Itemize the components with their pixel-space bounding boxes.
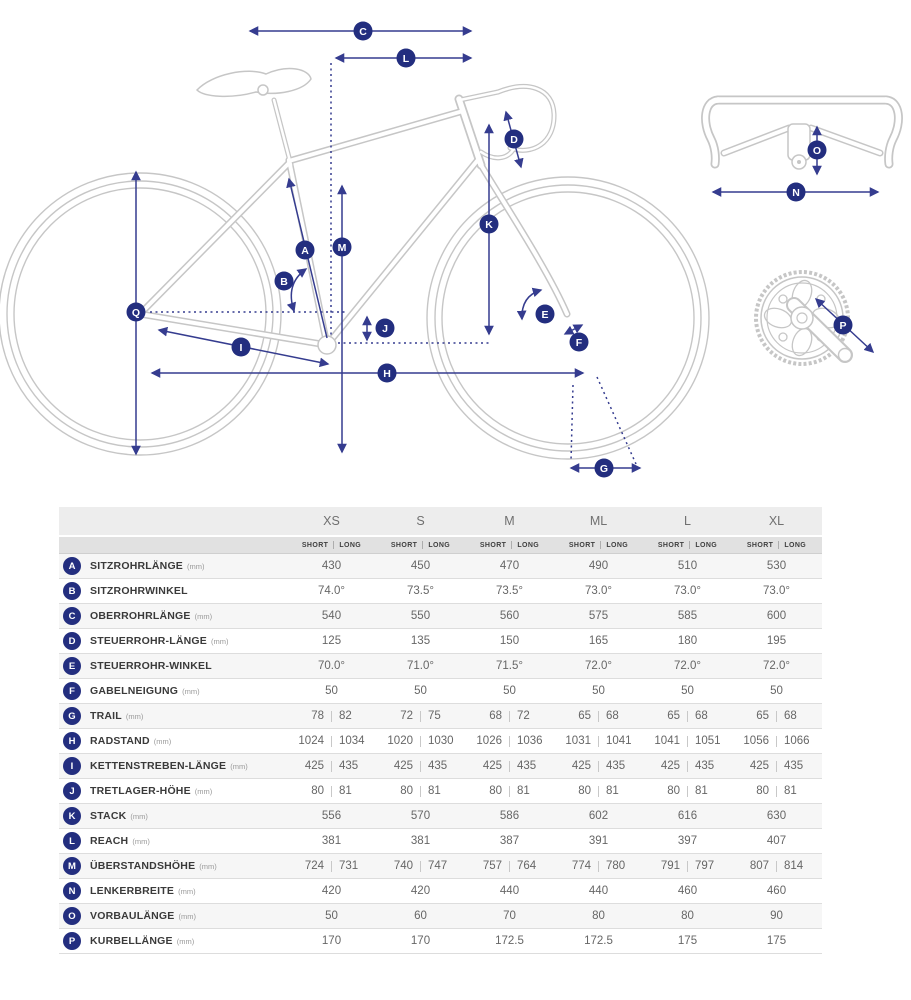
svg-text:J: J: [382, 322, 388, 335]
row-badge-h: H: [63, 732, 81, 750]
row-name: STEUERROHR-LÄNGE: [90, 635, 207, 647]
svg-text:N: N: [792, 186, 800, 199]
value-cell: 450: [410, 560, 431, 572]
value-cell: 630: [766, 810, 787, 822]
value-cell: 1026 1036: [476, 735, 543, 747]
row-unit: (mm): [210, 636, 229, 646]
svg-text:I: I: [239, 341, 243, 354]
value-cell: 90: [770, 910, 783, 922]
bottom-bracket: [318, 336, 336, 354]
row-name: OBERROHRLÄNGE: [90, 610, 191, 622]
row-name: ÜBERSTANDSHÖHE: [90, 860, 196, 872]
row-badge-f: F: [63, 682, 81, 700]
row-badge-d: D: [63, 632, 81, 650]
value-cell: 72 75: [400, 710, 441, 722]
size-column-header: M: [504, 514, 515, 528]
value-cell: 391: [588, 835, 609, 847]
value-cell: 757 764: [482, 860, 537, 872]
value-cell: 170: [410, 935, 431, 947]
value-cell: 50: [325, 685, 338, 697]
svg-text:P: P: [839, 319, 847, 332]
row-label: [59, 932, 287, 950]
value-cell: 80 81: [489, 785, 530, 797]
row-badge-l: L: [63, 832, 81, 850]
svg-text:E: E: [541, 308, 549, 321]
row-badge-b: B: [63, 582, 81, 600]
value-cell: 425 435: [393, 760, 448, 772]
row-label: [59, 807, 287, 825]
value-cell: 172.5: [584, 935, 613, 947]
value-cell: 774 780: [571, 860, 626, 872]
value-cell: 586: [499, 810, 520, 822]
table-row: [59, 704, 822, 729]
table-row: [59, 679, 822, 704]
value-cell: 50: [681, 685, 694, 697]
value-cell: 724 731: [304, 860, 359, 872]
row-label: [59, 682, 287, 700]
row-badge-m: M: [63, 857, 81, 875]
value-cell: 170: [321, 935, 342, 947]
svg-text:D: D: [510, 133, 518, 146]
row-badge-k: K: [63, 807, 81, 825]
row-unit: (mm): [230, 761, 248, 771]
value-cell: 80 81: [400, 785, 441, 797]
value-cell: 602: [588, 810, 609, 822]
row-badge-e: E: [63, 657, 81, 675]
size-column-header: ML: [589, 514, 608, 528]
value-cell: 420: [321, 885, 342, 897]
value-cell: 73.5°: [407, 585, 434, 597]
value-cell: 50: [592, 685, 605, 697]
front-wheel: [427, 177, 709, 459]
measure-badge-e: [536, 305, 555, 324]
row-unit: (mm): [176, 936, 195, 946]
value-cell: 425 435: [571, 760, 626, 772]
value-cell: 616: [677, 810, 698, 822]
value-cell: 78 82: [311, 710, 352, 722]
value-cell: 460: [677, 885, 698, 897]
row-label: [59, 557, 287, 575]
value-cell: 65 68: [756, 710, 797, 722]
svg-text:Q: Q: [131, 306, 141, 319]
value-cell: 1020 1030: [387, 735, 454, 747]
frame-core: [140, 87, 567, 345]
value-cell: 570: [410, 810, 431, 822]
row-name: SITZROHRWINKEL: [90, 585, 188, 597]
value-cell: 73.0°: [763, 585, 790, 597]
value-cell: 65 68: [578, 710, 619, 722]
table-row: [59, 629, 822, 654]
trail-vertical-dashed: [571, 385, 573, 461]
row-name: KURBELLÄNGE: [90, 935, 173, 947]
value-cell: 540: [321, 610, 342, 622]
value-cell: 175: [677, 935, 698, 947]
row-label: [59, 632, 287, 650]
row-label: [59, 857, 287, 875]
value-cell: 73.5°: [496, 585, 523, 597]
row-badge-i: I: [63, 757, 81, 775]
value-cell: 575: [588, 610, 609, 622]
measure-badge-l: [397, 49, 416, 68]
variant-header: SHORT LONG: [301, 541, 362, 549]
value-cell: 425 435: [660, 760, 715, 772]
variant-header: SHORT LONG: [568, 541, 629, 549]
value-cell: 1024 1034: [298, 735, 365, 747]
value-cell: 490: [588, 560, 609, 572]
value-cell: 407: [766, 835, 787, 847]
value-cell: 70.0°: [318, 660, 345, 672]
svg-text:H: H: [383, 367, 391, 380]
value-cell: 600: [766, 610, 787, 622]
value-cell: 68 72: [489, 710, 530, 722]
measure-badge-q: [127, 303, 146, 322]
row-label: [59, 707, 287, 725]
saddle-clamp: [258, 85, 268, 95]
row-name: KETTENSTREBEN-LÄNGE: [90, 760, 227, 772]
value-cell: 80: [681, 910, 694, 922]
measure-badge-n: [787, 183, 806, 202]
value-cell: 560: [499, 610, 520, 622]
row-unit: (mm): [194, 611, 213, 621]
value-cell: 74.0°: [318, 585, 345, 597]
row-label: [59, 882, 287, 900]
row-name: TRETLAGER-HÖHE: [90, 785, 191, 797]
value-cell: 550: [410, 610, 431, 622]
measure-badge-d: [505, 130, 524, 149]
row-name: SITZROHRLÄNGE: [90, 560, 184, 572]
value-cell: 73.0°: [585, 585, 612, 597]
value-cell: 72.0°: [674, 660, 701, 672]
value-cell: 71.5°: [496, 660, 523, 672]
value-cell: 50: [770, 685, 783, 697]
row-unit: (mm): [130, 811, 148, 821]
value-cell: 72.0°: [585, 660, 612, 672]
table-row: [59, 879, 822, 904]
row-unit: (mm): [199, 861, 217, 871]
measure-badge-m: [333, 238, 352, 257]
row-name: STEUERROHR-WINKEL: [90, 660, 212, 672]
row-badge-g: G: [63, 707, 81, 725]
table-row: [59, 929, 822, 954]
measure-badge-o: [808, 141, 827, 160]
size-column-header: L: [684, 514, 691, 528]
table-row: [59, 754, 822, 779]
geometry-table-rows: [59, 554, 822, 954]
row-unit: (mm): [187, 561, 205, 571]
value-cell: 440: [499, 885, 520, 897]
row-badge-p: P: [63, 932, 81, 950]
measure-badge-f: [570, 333, 589, 352]
value-cell: 397: [677, 835, 698, 847]
value-cell: 420: [410, 885, 431, 897]
row-name: LENKERBREITE: [90, 885, 175, 897]
value-cell: 585: [677, 610, 698, 622]
row-unit: (mm): [153, 736, 172, 746]
value-cell: 1056 1066: [743, 735, 810, 747]
value-cell: 165: [588, 635, 609, 647]
value-cell: 50: [414, 685, 427, 697]
value-cell: 460: [766, 885, 787, 897]
measure-badge-j: [376, 319, 395, 338]
value-cell: 430: [321, 560, 342, 572]
variant-header: SHORT LONG: [657, 541, 718, 549]
svg-text:B: B: [280, 275, 288, 288]
value-cell: 80 81: [756, 785, 797, 797]
measure-badge-k: [480, 215, 499, 234]
table-row: [59, 654, 822, 679]
variant-header: SHORT LONG: [390, 541, 451, 549]
variant-header-row: [59, 537, 822, 554]
row-name: VORBAULÄNGE: [90, 910, 175, 922]
handlebar-front-view: [706, 100, 899, 169]
row-label: [59, 582, 287, 600]
row-name: STACK: [90, 810, 127, 822]
value-cell: 740 747: [393, 860, 448, 872]
measure-arc-b: [291, 269, 306, 311]
value-cell: 150: [499, 635, 520, 647]
row-name: REACH: [90, 835, 129, 847]
row-name: TRAIL: [90, 710, 122, 722]
table-row: [59, 729, 822, 754]
row-badge-a: A: [63, 557, 81, 575]
size-column-header: XS: [323, 514, 340, 528]
size-header-row: [59, 507, 822, 537]
table-row: [59, 604, 822, 629]
value-cell: 791 797: [660, 860, 715, 872]
measure-badge-a: [296, 241, 315, 260]
value-cell: 425 435: [304, 760, 359, 772]
measure-badge-b: [275, 272, 294, 291]
value-cell: 510: [677, 560, 698, 572]
svg-text:K: K: [485, 218, 493, 231]
value-cell: 172.5: [495, 935, 524, 947]
value-cell: 70: [503, 910, 516, 922]
table-row: [59, 904, 822, 929]
row-unit: (mm): [194, 786, 213, 796]
variant-header: SHORT LONG: [746, 541, 807, 549]
value-cell: 72.0°: [763, 660, 790, 672]
value-cell: 1041 1051: [654, 735, 721, 747]
svg-text:C: C: [359, 25, 367, 38]
row-badge-j: J: [63, 782, 81, 800]
geometry-table: [59, 507, 822, 954]
measure-badge-i: [232, 338, 251, 357]
row-unit: (mm): [125, 711, 144, 721]
measure-badge-h: [378, 364, 397, 383]
value-cell: 387: [499, 835, 520, 847]
value-cell: 180: [677, 635, 698, 647]
value-cell: 80: [592, 910, 605, 922]
value-cell: 71.0°: [407, 660, 434, 672]
table-row: [59, 554, 822, 579]
row-badge-o: O: [63, 907, 81, 925]
value-cell: 425 435: [749, 760, 804, 772]
value-cell: 530: [766, 560, 787, 572]
row-name: GABELNEIGUNG: [90, 685, 179, 697]
value-cell: 80 81: [578, 785, 619, 797]
svg-text:G: G: [599, 462, 609, 475]
row-name: RADSTAND: [90, 735, 150, 747]
measure-badge-g: [595, 459, 614, 478]
value-cell: 807 814: [749, 860, 804, 872]
row-label: [59, 757, 287, 775]
row-label: [59, 907, 287, 925]
value-cell: 195: [766, 635, 787, 647]
size-column-header: S: [416, 514, 425, 528]
svg-text:A: A: [301, 244, 309, 257]
row-unit: (mm): [182, 686, 200, 696]
table-row: [59, 779, 822, 804]
row-label: [59, 832, 287, 850]
value-cell: 80 81: [311, 785, 352, 797]
row-badge-n: N: [63, 882, 81, 900]
table-row: [59, 804, 822, 829]
svg-text:M: M: [337, 241, 347, 254]
value-cell: 440: [588, 885, 609, 897]
value-cell: 80 81: [667, 785, 708, 797]
row-unit: (mm): [178, 886, 196, 896]
saddle: [197, 69, 311, 97]
row-label: [59, 732, 287, 750]
value-cell: 381: [321, 835, 342, 847]
size-column-header: XL: [768, 514, 785, 528]
value-cell: 65 68: [667, 710, 708, 722]
value-cell: 125: [321, 635, 342, 647]
value-cell: 1031 1041: [565, 735, 632, 747]
value-cell: 50: [503, 685, 516, 697]
variant-header: SHORT LONG: [479, 541, 540, 549]
value-cell: 470: [499, 560, 520, 572]
table-row: [59, 854, 822, 879]
value-cell: 50: [325, 910, 338, 922]
value-cell: 425 435: [482, 760, 537, 772]
frame-outline: [140, 87, 567, 345]
svg-text:O: O: [812, 144, 822, 157]
row-label: [59, 782, 287, 800]
bike-side-view: [0, 69, 709, 459]
svg-text:F: F: [575, 336, 583, 349]
table-row: [59, 579, 822, 604]
value-cell: 556: [321, 810, 342, 822]
measure-badge-c: [354, 22, 373, 41]
value-cell: 175: [766, 935, 787, 947]
value-cell: 73.0°: [674, 585, 701, 597]
row-unit: (mm): [178, 911, 196, 921]
svg-text:L: L: [402, 52, 410, 65]
measure-badge-p: [834, 316, 853, 335]
row-unit: (mm): [132, 836, 150, 846]
row-label: [59, 657, 287, 675]
row-label: [59, 607, 287, 625]
value-cell: 60: [414, 910, 427, 922]
value-cell: 381: [410, 835, 431, 847]
value-cell: 135: [410, 635, 431, 647]
table-row: [59, 829, 822, 854]
row-badge-c: C: [63, 607, 81, 625]
pedal-hole: [839, 349, 852, 362]
